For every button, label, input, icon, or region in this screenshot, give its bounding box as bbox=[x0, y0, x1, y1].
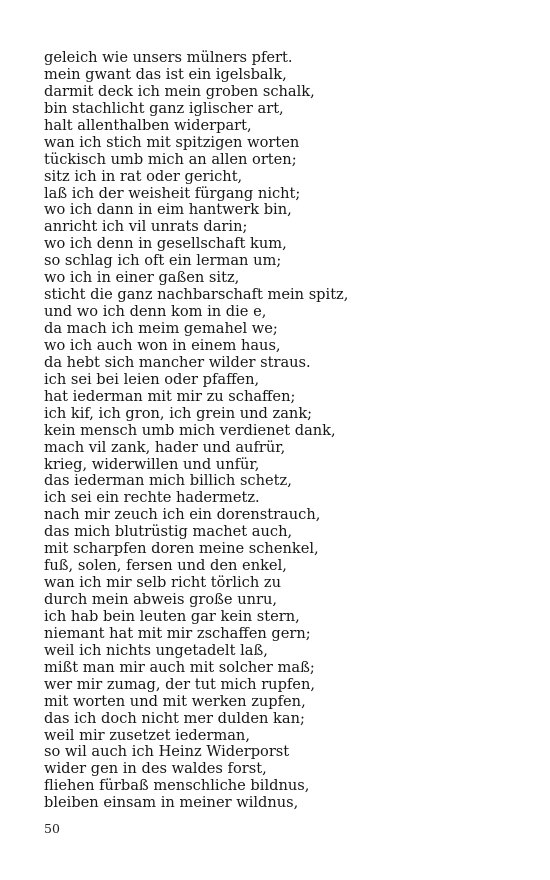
poem-line: mit worten und mit werken zupfen, bbox=[44, 692, 306, 710]
poem-line: wan ich stich mit spitzigen worten bbox=[44, 133, 300, 151]
poem-line: fuß, solen, fersen und den enkel, bbox=[44, 557, 287, 575]
poem-line: mein gwant das ist ein igelsbalk, bbox=[44, 65, 287, 83]
poem-line: da hebt sich mancher wilder straus. bbox=[44, 353, 311, 371]
poem-line: ich kif, ich gron, ich grein und zank; bbox=[44, 404, 313, 422]
poem-line: anricht ich vil unrats darin; bbox=[44, 218, 248, 236]
poem-line: wo ich in einer gaßen sitz, bbox=[44, 269, 240, 287]
poem-line: hat iederman mit mir zu schaffen; bbox=[44, 387, 296, 405]
poem-line: halt allenthalben widerpart, bbox=[44, 116, 252, 134]
poem-line: wo ich denn in gesellschaft kum, bbox=[44, 235, 287, 253]
poem-line: ich sei bei leien oder pfaffen, bbox=[44, 370, 260, 388]
poem-line: bin stachlicht ganz iglischer art, bbox=[44, 99, 284, 117]
poem-line: weil ich nichts ungetadelt laß, bbox=[44, 641, 268, 659]
poem-line: nach mir zeuch ich ein dorenstrauch, bbox=[44, 506, 321, 524]
poem-line: wo ich dann in eim hantwerk bin, bbox=[44, 201, 292, 219]
poem-line: wan ich mir selb richt törlich zu bbox=[44, 574, 281, 592]
poem-line: das ich doch nicht mer dulden kan; bbox=[44, 709, 305, 727]
poem-line: das iederman mich billich schetz, bbox=[44, 472, 292, 490]
poem-line: wider gen in des waldes forst, bbox=[44, 760, 267, 778]
poem-line: durch mein abweis große unru, bbox=[44, 591, 278, 608]
poem-line: laß ich der weisheit fürgang nicht; bbox=[44, 184, 301, 202]
poem-text bbox=[44, 50, 524, 812]
poem-line: so wil auch ich Heinz Widerporst bbox=[44, 743, 290, 761]
page-number: 50 bbox=[44, 821, 60, 836]
poem-line: das mich blutrüstig machet auch, bbox=[44, 523, 293, 541]
poem-line: kein mensch umb mich verdienet dank, bbox=[44, 421, 336, 439]
poem-line: fliehen fürbaß menschliche bildnus, bbox=[44, 777, 310, 795]
poem-line: wo ich auch won in einem haus, bbox=[44, 336, 281, 354]
poem-line: da mach ich meim gemahel we; bbox=[44, 320, 278, 337]
poem-line: ich sei ein rechte hadermetz. bbox=[44, 489, 260, 507]
poem-line: wer mir zumag, der tut mich rupfen, bbox=[44, 675, 315, 693]
poem-line: weil mir zusetzet iederman, bbox=[44, 726, 250, 744]
poem-line: ich hab bein leuten gar kein stern, bbox=[44, 607, 300, 625]
poem-line: bleiben einsam in meiner wildnus, bbox=[44, 794, 299, 812]
poem-line: mißt man mir auch mit solcher maß; bbox=[44, 658, 315, 676]
poem-line: mach vil zank, hader und aufrür, bbox=[44, 438, 286, 456]
poem-line: niemant hat mit mir zschaffen gern; bbox=[44, 624, 311, 642]
poem-line: so schlag ich oft ein lerman um; bbox=[44, 252, 282, 270]
poem-line: mit scharpfen doren meine schenkel, bbox=[44, 540, 319, 558]
poem-line: und wo ich denn kom in die e, bbox=[44, 303, 267, 321]
poem-line: sitz ich in rat oder gericht, bbox=[44, 167, 243, 185]
poem-line: tückisch umb mich an allen orten; bbox=[44, 150, 297, 168]
poem-line: sticht die ganz nachbarschaft mein spitz, bbox=[44, 286, 349, 304]
poem-line: darmit deck ich mein groben schalk, bbox=[44, 82, 315, 100]
poem-line: geleich wie unsers mülners pfert. bbox=[44, 49, 293, 66]
poem-line: krieg, widerwillen und unfür, bbox=[44, 455, 260, 473]
